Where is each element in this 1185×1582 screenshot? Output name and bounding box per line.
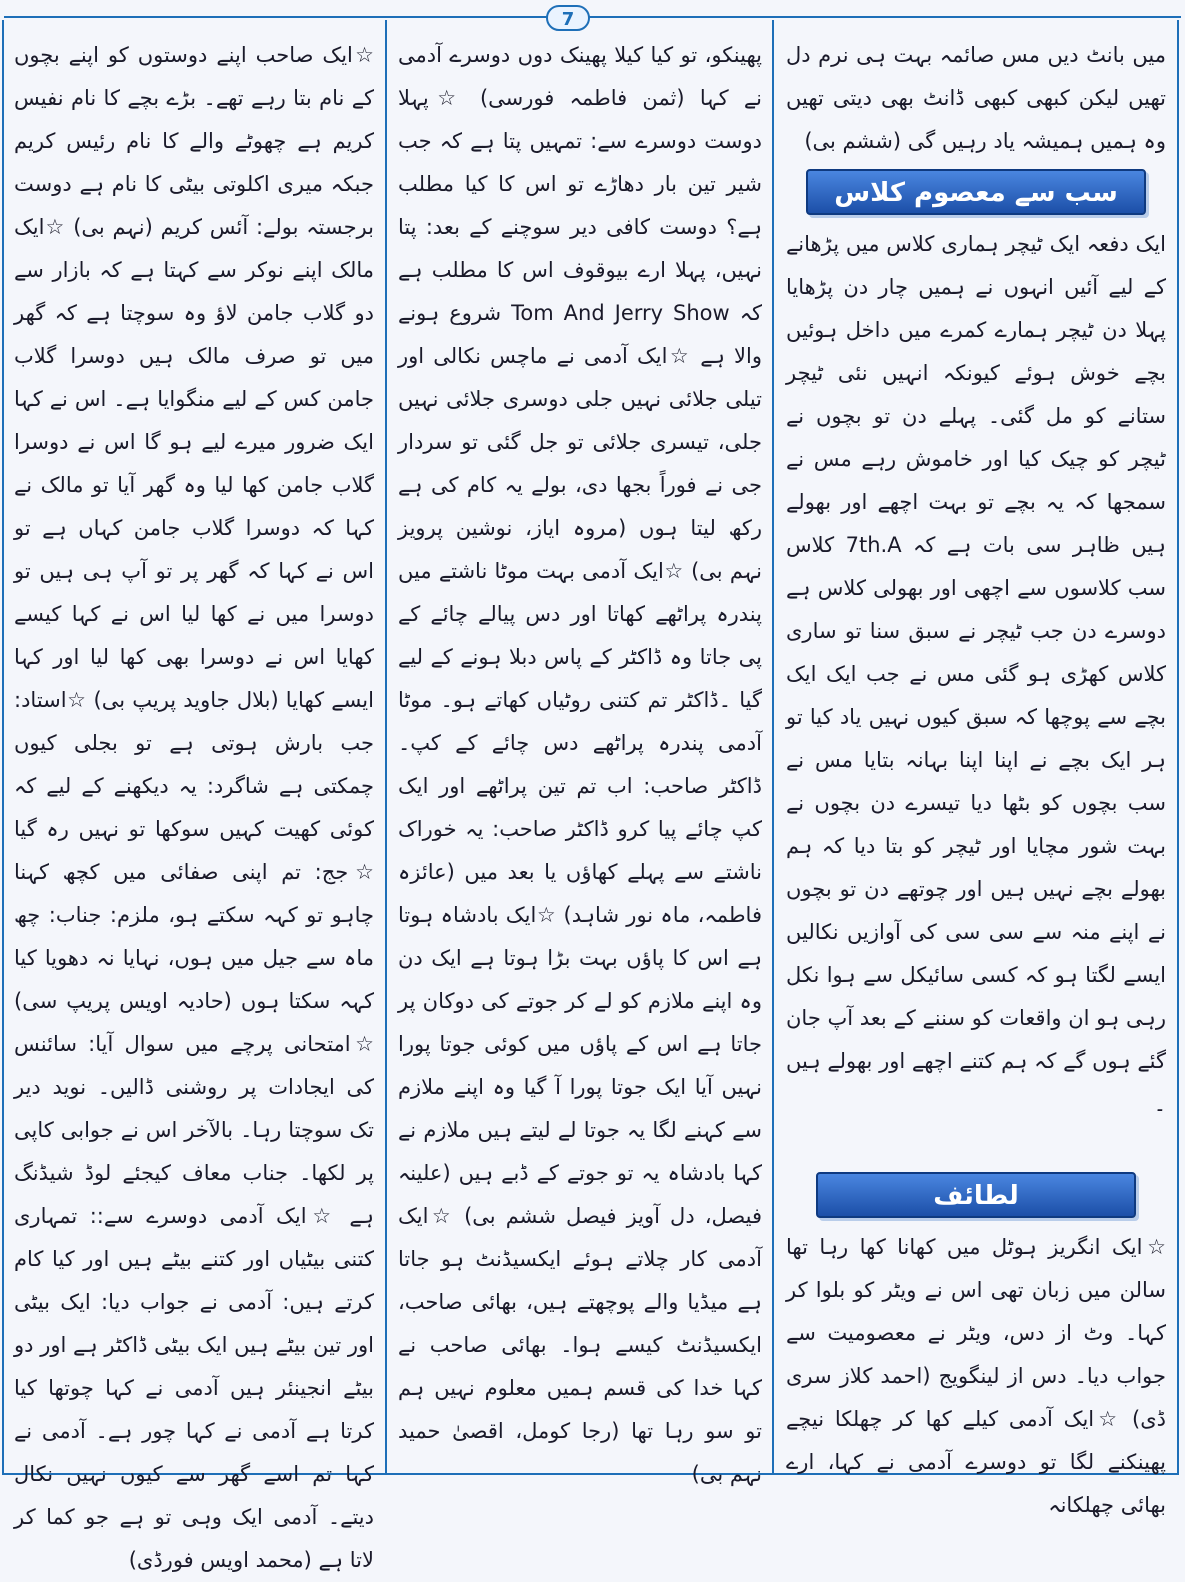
story-paragraph: ایک دفعہ ایک ٹیچر ہماری کلاس میں پڑھانے کے لیے آئیں انہوں نے ہمیں چار دن پڑھایا پہلا دن ٹیچر ہمارے کمرے میں داخل ہوئیں بچے خوش ہوئے کیونکہ انہیں نئی ٹیچر ستانے کو مل گئی۔ پہلے دن تو بچوں نے ٹیچر کو چیک کیا اور خاموش رہے مس نے سمجھا کہ یہ بچے تو بہت اچھے اور بھولے ہیں ظاہر سی بات ہے کہ 7th.A کلاس سب کلاسوں سے اچھی اور بھولی کلاس ہے دوسرے دن جب ٹیچر نے سبق سنا تو ساری کلاس کھڑی ہو گئی مس نے جب ایک ایک بچے سے پوچھا کہ سبق کیوں نہیں یاد کیا تو ہر ایک بچے نے اپنا اپنا بہانہ بتایا مس نے سب بچوں کو بٹھا دیا تیسرے دن بچوں نے بہت شور مچایا اور ٹیچر کو بتا دیا کہ ہم بھولے بچے نہیں ہیں اور چوتھے دن تو بچوں نے اپنے منہ سے سی سی کی آوازیں نکالیں ایسے لگتا ہو کہ کسی سائیکل سے ہوا نکل رہی ہو ان واقعات کو سننے کے بعد آپ جان گئے ہوں گے کہ ہم کتنے اچھے اور بھولے ہیں ۔ (786, 232, 1166, 1116)
section-heading-innocent-class: سب سے معصوم کلاس (806, 169, 1146, 215)
column-divider (385, 20, 387, 1473)
section-spacer (786, 1126, 1166, 1166)
page-number: 7 (546, 5, 590, 31)
intro-paragraph: میں بانٹ دیں مس صائمہ بہت ہی نرم دل تھیں لیکن کبھی کبھی ڈانٹ بھی دیتی تھیں وہ ہمیں ہمیشہ یاد رہیں گی (ششم بی) (786, 43, 1166, 153)
section-heading-jokes: لطائف (816, 1172, 1136, 1218)
frame-right-border (1177, 20, 1179, 1475)
top-rule (4, 16, 1181, 18)
jokes-paragraph: ☆ایک انگریز ہوٹل میں کھانا کھا رہا تھا سالن میں زبان تھی اس نے ویٹر کو بلوا کر کہا۔ وٹ از دس، ویٹر نے معصومیت سے جواب دیا۔ دس از لینگویج (احمد کلاز سری ڈی) ☆ایک آدمی کیلے کھا کر چھلکا نیچے پھینکنے لگا تو دوسرے آدمی نے کہا، ارے بھائی چھلکانہ (786, 1235, 1166, 1517)
left-jokes-text: ☆ایک صاحب اپنے دوستوں کو اپنے بچوں کے نام بتا رہے تھے۔ بڑے بچے کا نام نفیس کریم ہے چھوٹے والے کا نام رئیس کریم جبکہ میری اکلوتی بیٹی کا نام ہے دوست برجستہ بولے: آئس کریم (نہم بی) ☆ایک مالک اپنے نوکر سے کہتا ہے کہ بازار سے دو گلاب جامن لاؤ وہ سوچتا ہے کہ گھر میں تو صرف مالک ہیں دوسرا گلاب جامن کس کے لیے منگوایا ہے۔ اس نے کہا ایک ضرور میرے لیے ہو گا اس نے دوسرا گلاب جامن کھا لیا وہ گھر آیا تو مالک نے کہا کہ دوسرا گلاب جامن کہاں ہے تو اس نے کہا کہ گھر پر تو آپ ہی ہیں تو دوسرا میں نے کھا لیا اس نے کہا کیسے کھایا اس نے دوسرا بھی کھا لیا اور کہا ایسے کھایا (بلال جاوید پریپ بی) ☆استاد: جب بارش ہوتی ہے تو بجلی کیوں چمکتی ہے شاگرد: یہ دیکھنے کے لیے کہ کوئی کھیت کہیں سوکھا تو نہیں رہ گیا ☆جج: تم اپنی صفائی میں کچھ کہنا چاہو تو کہہ سکتے ہو، ملزم: جناب: چھ ماہ سے جیل میں ہوں، نہایا نہ دھویا کیا کہہ سکتا ہوں (حادیہ اویس پریپ سی) ☆امتحانی پرچے میں سوال آیا: سائنس کی ایجادات پر روشنی ڈالیں۔ نوید دیر تک سوچتا رہا۔ بالآخر اس نے جوابی کاپی پر لکھا۔ جناب معاف کیجئے لوڈ شیڈنگ ہے ☆ایک آدمی دوسرے سے:: تمہاری کتنی بیٹیاں اور کتنے بیٹے ہیں اور کیا کام کرتے ہیں: آدمی نے جواب دیا: ایک بیٹی اور تین بیٹے ہیں ایک بیٹی ڈاکٹر ہے اور دو بیٹے انجینئر ہیں آدمی نے کہا چوتھا کیا کرتا ہے آدمی نے کہا چور ہے۔ آدمی نے کہا تم اسے گھر سے کیوں نہیں نکال دیتے۔ آدمی ایک وہی تو ہے جو کما کر لاتا ہے (محمد اویس فورڈی) (14, 43, 374, 1572)
column-left (4, 26, 384, 1572)
column-middle (388, 26, 772, 1486)
middle-jokes-text: پھینکو، تو کیا کیلا پھینک دوں دوسرے آدمی نے کہا (ثمن فاطمہ فورسی) ☆پہلا دوست دوسرے سے: تمہیں پتا ہے کہ جب شیر تین بار دھاڑے تو اس کا کیا مطلب ہے؟ دوست کافی دیر سوچنے کے بعد: پتا نہیں، پہلا ارے بیوقوف اس کا مطلب ہے کہ Tom And Jerry Show شروع ہونے والا ہے ☆ایک آدمی نے ماچس نکالی اور تیلی جلائی نہیں جلی دوسری جلائی نہیں جلی، تیسری جلائی تو جل گئی تو سردار جی نے فوراً بجھا دی، بولے یہ کام کی ہے رکھ لیتا ہوں (مروہ ایاز، نوشین پرویز نہم بی) ☆ایک آدمی بہت موٹا ناشتے میں پندرہ پراٹھے کھاتا اور دس پیالے چائے کے پی جاتا وہ ڈاکٹر کے پاس دبلا ہونے کے لیے گیا ۔ڈاکٹر تم کتنی روٹیاں کھاتے ہو۔ موٹا آدمی پندرہ پراٹھے دس چائے کے کپ۔ ڈاکٹر صاحب: اب تم تین پراٹھے اور ایک کپ چائے پیا کرو ڈاکٹر صاحب: یہ خوراک ناشتے سے پہلے کھاؤں یا بعد میں (عائزہ فاطمہ، ماہ نور شاہد) ☆ایک بادشاہ ہوتا ہے اس کا پاؤں بہت بڑا ہوتا ہے ایک دن وہ اپنے ملازم کو لے کر جوتے کی دوکان پر جاتا ہے اس کے پاؤں میں کوئی جوتا پورا نہیں آیا ایک جوتا پورا آ گیا وہ اپنے ملازم سے کہنے لگا یہ جوتا لے لیتے ہیں ملازم نے کہا بادشاہ یہ تو جوتے کے ڈبے ہیں (علینہ فیصل، دل آویز فیصل ششم بی) ☆ایک آدمی کار چلاتے ہوئے ایکسیڈنٹ ہو جاتا ہے میڈیا والے پوچھتے ہیں، بھائی صاحب، ایکسیڈنٹ کیسے ہوا۔ بھائی صاحب نے کہا خدا کی قسم ہمیں معلوم نہیں ہم تو سو رہا تھا (رجا کومل، اقصیٰ حمید نہم بی) (398, 43, 762, 1486)
column-right (776, 26, 1176, 1517)
column-divider (772, 20, 774, 1473)
